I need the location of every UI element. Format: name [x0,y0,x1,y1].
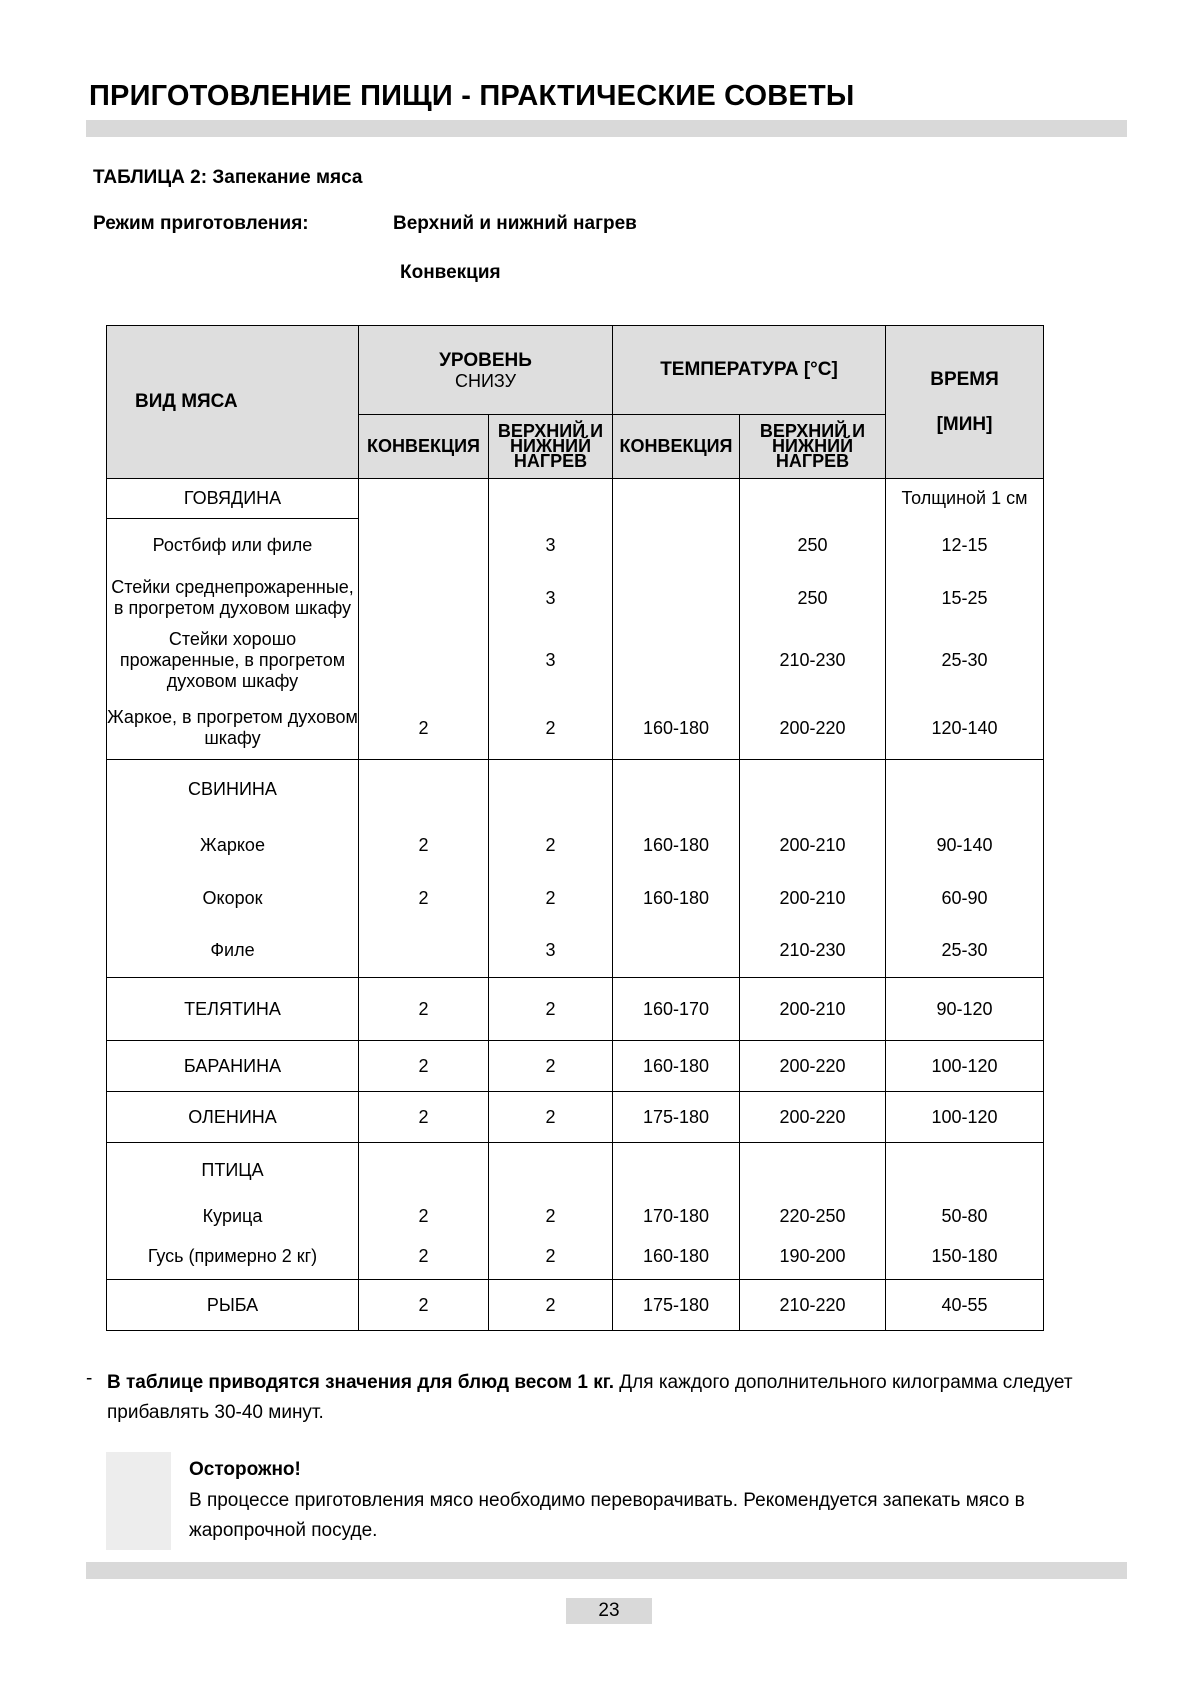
page-title: ПРИГОТОВЛЕНИЕ ПИЩИ - ПРАКТИЧЕСКИЕ СОВЕТЫ [89,80,855,112]
table-cell [359,479,489,519]
table-cell [613,573,740,624]
col-header-temperature: ТЕМПЕРАТУРА [°C] [613,326,886,415]
table-row [107,624,1044,698]
table-cell: 250 [740,519,886,573]
category-row-fish [107,1280,1044,1331]
table-cell: 60-90 [886,872,1044,925]
footer-divider [86,1562,1127,1579]
category-row-poultry [107,1143,1044,1199]
table-cell [359,573,489,624]
beef-thickness-note: Толщиной 1 см [886,479,1044,519]
table-cell [613,1143,740,1199]
table-cell [359,519,489,573]
category-label: ПТИЦА [107,1143,359,1199]
table-cell: 15-25 [886,573,1044,624]
table-cell: 90-120 [886,978,1044,1041]
table-cell [886,1143,1044,1199]
subheader-level-convection: КОНВЕКЦИЯ [359,415,489,479]
meat-name-cell: Гусь (примерно 2 кг) [107,1235,359,1280]
table-cell: РЫБА [107,1280,359,1331]
table-cell: ОЛЕНИНА [107,1092,359,1143]
table-cell: 2 [489,1235,613,1280]
table-cell: 220-250 [740,1199,886,1235]
cooking-mode-convection: Конвекция [400,262,501,283]
meat-name-cell: Жаркое [107,820,359,872]
weight-note [107,1368,1127,1428]
table-cell: 12-15 [886,519,1044,573]
warning-text: В процессе приготовления мясо необходимо переворачивать. Рекомендуется запекать мясо в жаропрочной посуде. [189,1490,1025,1541]
table-cell: 2 [359,872,489,925]
table-cell: 200-210 [740,872,886,925]
table-cell: 200-210 [740,820,886,872]
table-cell: 2 [489,872,613,925]
table-cell: 210-220 [740,1280,886,1331]
category-label: СВИНИНА [107,760,359,820]
table-cell: 40-55 [886,1280,1044,1331]
table-row [107,925,1044,978]
table-row [107,519,1044,573]
category-label: ГОВЯДИНА [107,479,359,519]
table-cell: 210-230 [740,624,886,698]
table-cell: 100-120 [886,1092,1044,1143]
table-cell: 160-180 [613,1041,740,1092]
table-cell: 3 [489,573,613,624]
table-cell: 2 [489,978,613,1041]
table-cell [740,1143,886,1199]
category-row-beef [107,479,1044,519]
table-cell: 190-200 [740,1235,886,1280]
table-cell [489,479,613,519]
warning-title: Осторожно! [189,1459,301,1480]
table-cell: 2 [359,978,489,1041]
col-header-time: ВРЕМЯ [МИН] [886,326,1044,479]
table-cell [886,760,1044,820]
table-cell [359,760,489,820]
table-row [107,698,1044,760]
table-cell: 2 [359,820,489,872]
table-cell [613,760,740,820]
table-cell [613,925,740,978]
table-cell: 170-180 [613,1199,740,1235]
weight-note-rest: Для каждого дополнительного килограмма следует прибавлять 30-40 минут. [107,1372,1073,1423]
table-cell: 175-180 [613,1092,740,1143]
table-cell: 250 [740,573,886,624]
table-cell [489,760,613,820]
table-cell: 2 [359,1092,489,1143]
table-cell: 160-180 [613,1235,740,1280]
table-cell: 2 [359,1235,489,1280]
table-cell [613,624,740,698]
table-cell [359,1143,489,1199]
table-cell: 200-210 [740,978,886,1041]
table-cell: 160-180 [613,698,740,760]
table-cell [359,925,489,978]
table-cell [740,760,886,820]
meat-name-cell: Филе [107,925,359,978]
meat-name-cell: Курица [107,1199,359,1235]
table-cell [613,519,740,573]
table-cell: 200-220 [740,1041,886,1092]
table-cell: 200-220 [740,1092,886,1143]
table-cell: 150-180 [886,1235,1044,1280]
table-cell: 90-140 [886,820,1044,872]
table-cell: 3 [489,925,613,978]
table-cell: 3 [489,519,613,573]
subheader-temp-convection: КОНВЕКЦИЯ [613,415,740,479]
table-cell: 2 [489,1280,613,1331]
cooking-mode-label: Режим приготовления: [93,213,309,234]
table-cell: 2 [359,1199,489,1235]
meat-name-cell: Жаркое, в прогретом духовом шкафу [107,698,359,760]
table-cell: 25-30 [886,925,1044,978]
table-cell: 2 [489,1199,613,1235]
table-cell: 120-140 [886,698,1044,760]
meat-name-cell: Ростбиф или филе [107,519,359,573]
table-cell: 100-120 [886,1041,1044,1092]
note-bullet: - [86,1368,93,1389]
table-cell: 50-80 [886,1199,1044,1235]
table-cell: 25-30 [886,624,1044,698]
meat-roasting-table [106,325,1044,1331]
table-cell: 160-180 [613,820,740,872]
header-divider [86,120,1127,137]
table-cell: 200-220 [740,698,886,760]
table-cell: 2 [489,1092,613,1143]
table-cell: 2 [489,1041,613,1092]
table-cell [740,479,886,519]
table-cell: 210-230 [740,925,886,978]
col-header-level: УРОВЕНЬ СНИЗУ [359,326,613,415]
meat-name-cell: Стейки среднепрожаренные, в прогретом духовом шкафу [107,573,359,624]
cooking-mode-top-bottom: Верхний и нижний нагрев [393,213,637,234]
subheader-level-top-bottom: ВЕРХНИЙ И НИЖНИЙ НАГРЕВ [489,415,613,479]
table-row [107,1199,1044,1235]
table-cell: 160-180 [613,872,740,925]
table-row [107,1235,1044,1280]
warning-icon [106,1452,171,1550]
category-row-veal [107,978,1044,1041]
table-cell: 2 [359,1280,489,1331]
category-row-pork [107,760,1044,820]
meat-name-cell: Стейки хорошо прожаренные, в прогретом духовом шкафу [107,624,359,698]
col-header-meat: ВИД МЯСА [107,326,359,479]
table-cell: 3 [489,624,613,698]
table-caption: ТАБЛИЦА 2: Запекание мяса [93,167,363,188]
category-row-lamb [107,1041,1044,1092]
meat-name-cell: Окорок [107,872,359,925]
table-cell: 2 [489,698,613,760]
table-row [107,872,1044,925]
page-number: 23 [566,1598,652,1624]
table-cell: 2 [359,698,489,760]
table-cell: 2 [489,820,613,872]
subheader-temp-top-bottom: ВЕРХНИЙ И НИЖНИЙ НАГРЕВ [740,415,886,479]
table-cell [489,1143,613,1199]
table-cell: 160-170 [613,978,740,1041]
table-cell [359,624,489,698]
table-row [107,820,1044,872]
weight-note-bold: В таблице приводятся значения для блюд весом 1 кг. [107,1372,615,1393]
table-row [107,573,1044,624]
table-cell [613,479,740,519]
table-cell: 2 [359,1041,489,1092]
category-row-venison [107,1092,1044,1143]
table-cell: 175-180 [613,1280,740,1331]
table-cell: ТЕЛЯТИНА [107,978,359,1041]
table-cell: БАРАНИНА [107,1041,359,1092]
